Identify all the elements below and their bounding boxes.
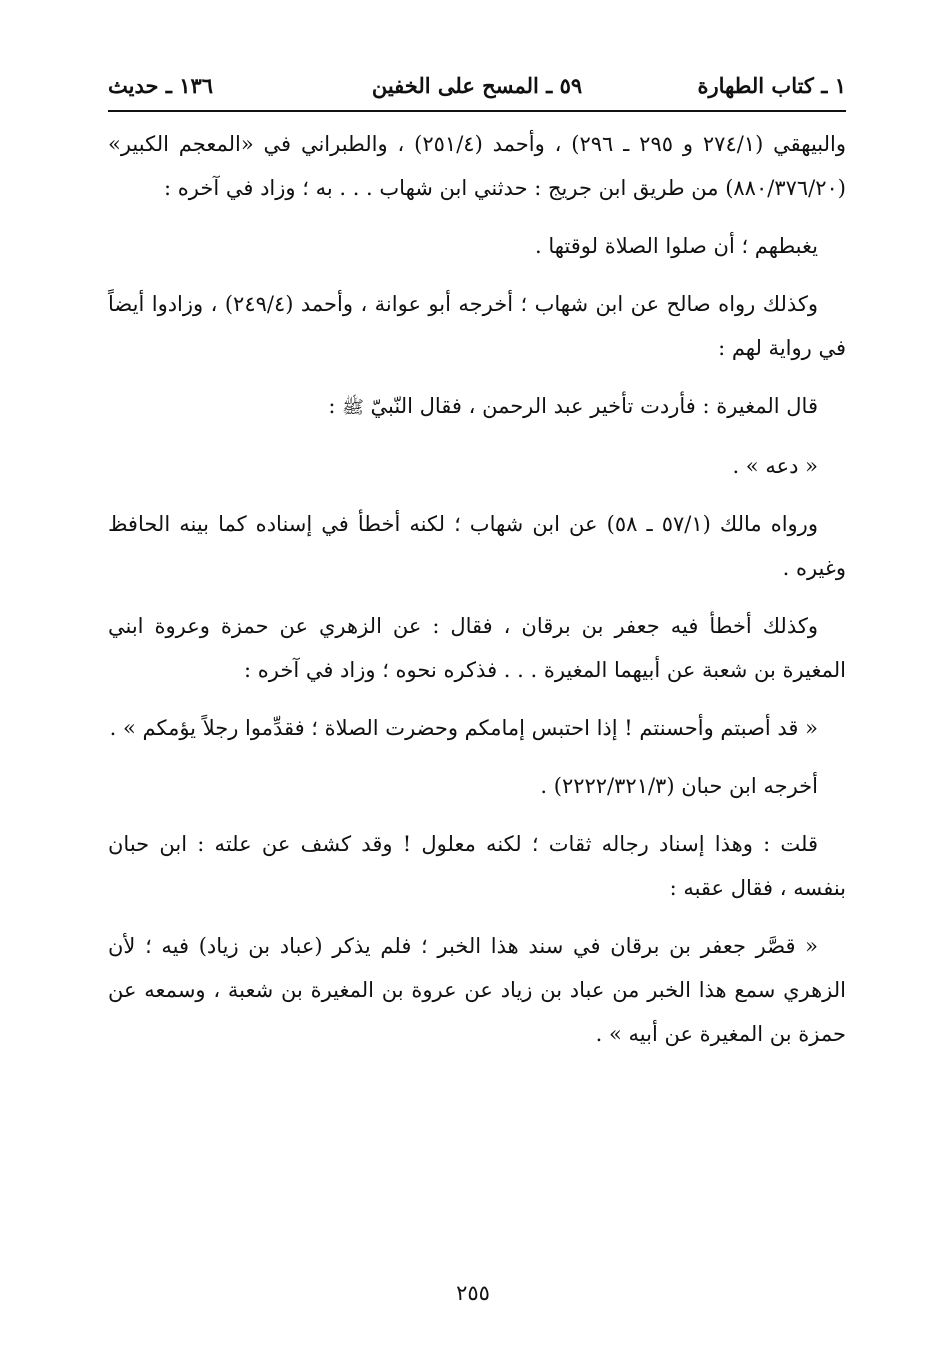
paragraph-10: قلت : وهذا إسناد رجاله ثقات ؛ لكنه معلول ! وقد كشف عن علته : ابن حبان بنفسه ، فقال عقبه : (108, 832, 846, 900)
paragraph-4-suffix: : (328, 394, 343, 418)
header-divider (108, 110, 846, 112)
running-header (108, 66, 846, 106)
header-hadith-number: ١٣٦ ـ حديث (108, 73, 214, 98)
paragraph-11: « قصَّر جعفر بن برقان في سند هذا الخبر ؛ فلم يذكر (عباد بن زياد) فيه ؛ لأن الزهري سمع هذا الخبر من عباد بن زياد عن عروة بن المغيرة بن شعبة ، وسمعه عن حمزة بن المغيرة عن أبيه » . (108, 934, 846, 1046)
paragraph-9: أخرجه ابن حبان (٢٢٢٢/٣٢١/٣) . (540, 774, 818, 798)
paragraph-5: « دعه » . (732, 454, 818, 478)
paragraph-7: وكذلك أخطأ فيه جعفر بن برقان ، فقال : عن الزهري عن حمزة وعروة ابني المغيرة بن شعبة عن أبيهما المغيرة . . . فذكره نحوه ؛ وزاد في آخره : (108, 614, 846, 682)
page-body (108, 122, 846, 1070)
paragraph-2: يغبطهم ؛ أن صلوا الصلاة لوقتها . (535, 234, 818, 258)
header-chapter-title: ٥٩ ـ المسح على الخفين (371, 73, 583, 98)
paragraph-3: وكذلك رواه صالح عن ابن شهاب ؛ أخرجه أبو عوانة ، وأحمد (٢٤٩/٤) ، وزادوا أيضاً في رواية لهم : (108, 292, 846, 360)
paragraph-6: ورواه مالك (٥٧/١ ـ ٥٨) عن ابن شهاب ؛ لكنه أخطأ في إسناده كما بينه الحافظ وغيره . (108, 512, 846, 580)
salla-symbol: ﷺ (342, 397, 364, 418)
page-number: ٢٥٥ (456, 1281, 490, 1305)
paragraph-4 (108, 384, 846, 430)
paragraph-1: والبيهقي (٢٧٤/١ و ٢٩٥ ـ ٢٩٦) ، وأحمد (٢٥١/٤) ، والطبراني في «المعجم الكبير» (٨٨٠/٣٧٦/٢٠) من طريق ابن جريج : حدثني ابن شهاب . . . به ؛ وزاد في آخره : (108, 132, 847, 200)
paragraph-4-text: قال المغيرة : فأردت تأخير عبد الرحمن ، فقال النّبيّ (370, 394, 818, 418)
header-book-title: ١ ـ كتاب الطهارة (697, 73, 846, 98)
paragraph-8: « قد أصبتم وأحسنتم ! إذا احتبس إمامكم وحضرت الصلاة ؛ فقدِّموا رجلاً يؤمكم » . (109, 716, 818, 740)
